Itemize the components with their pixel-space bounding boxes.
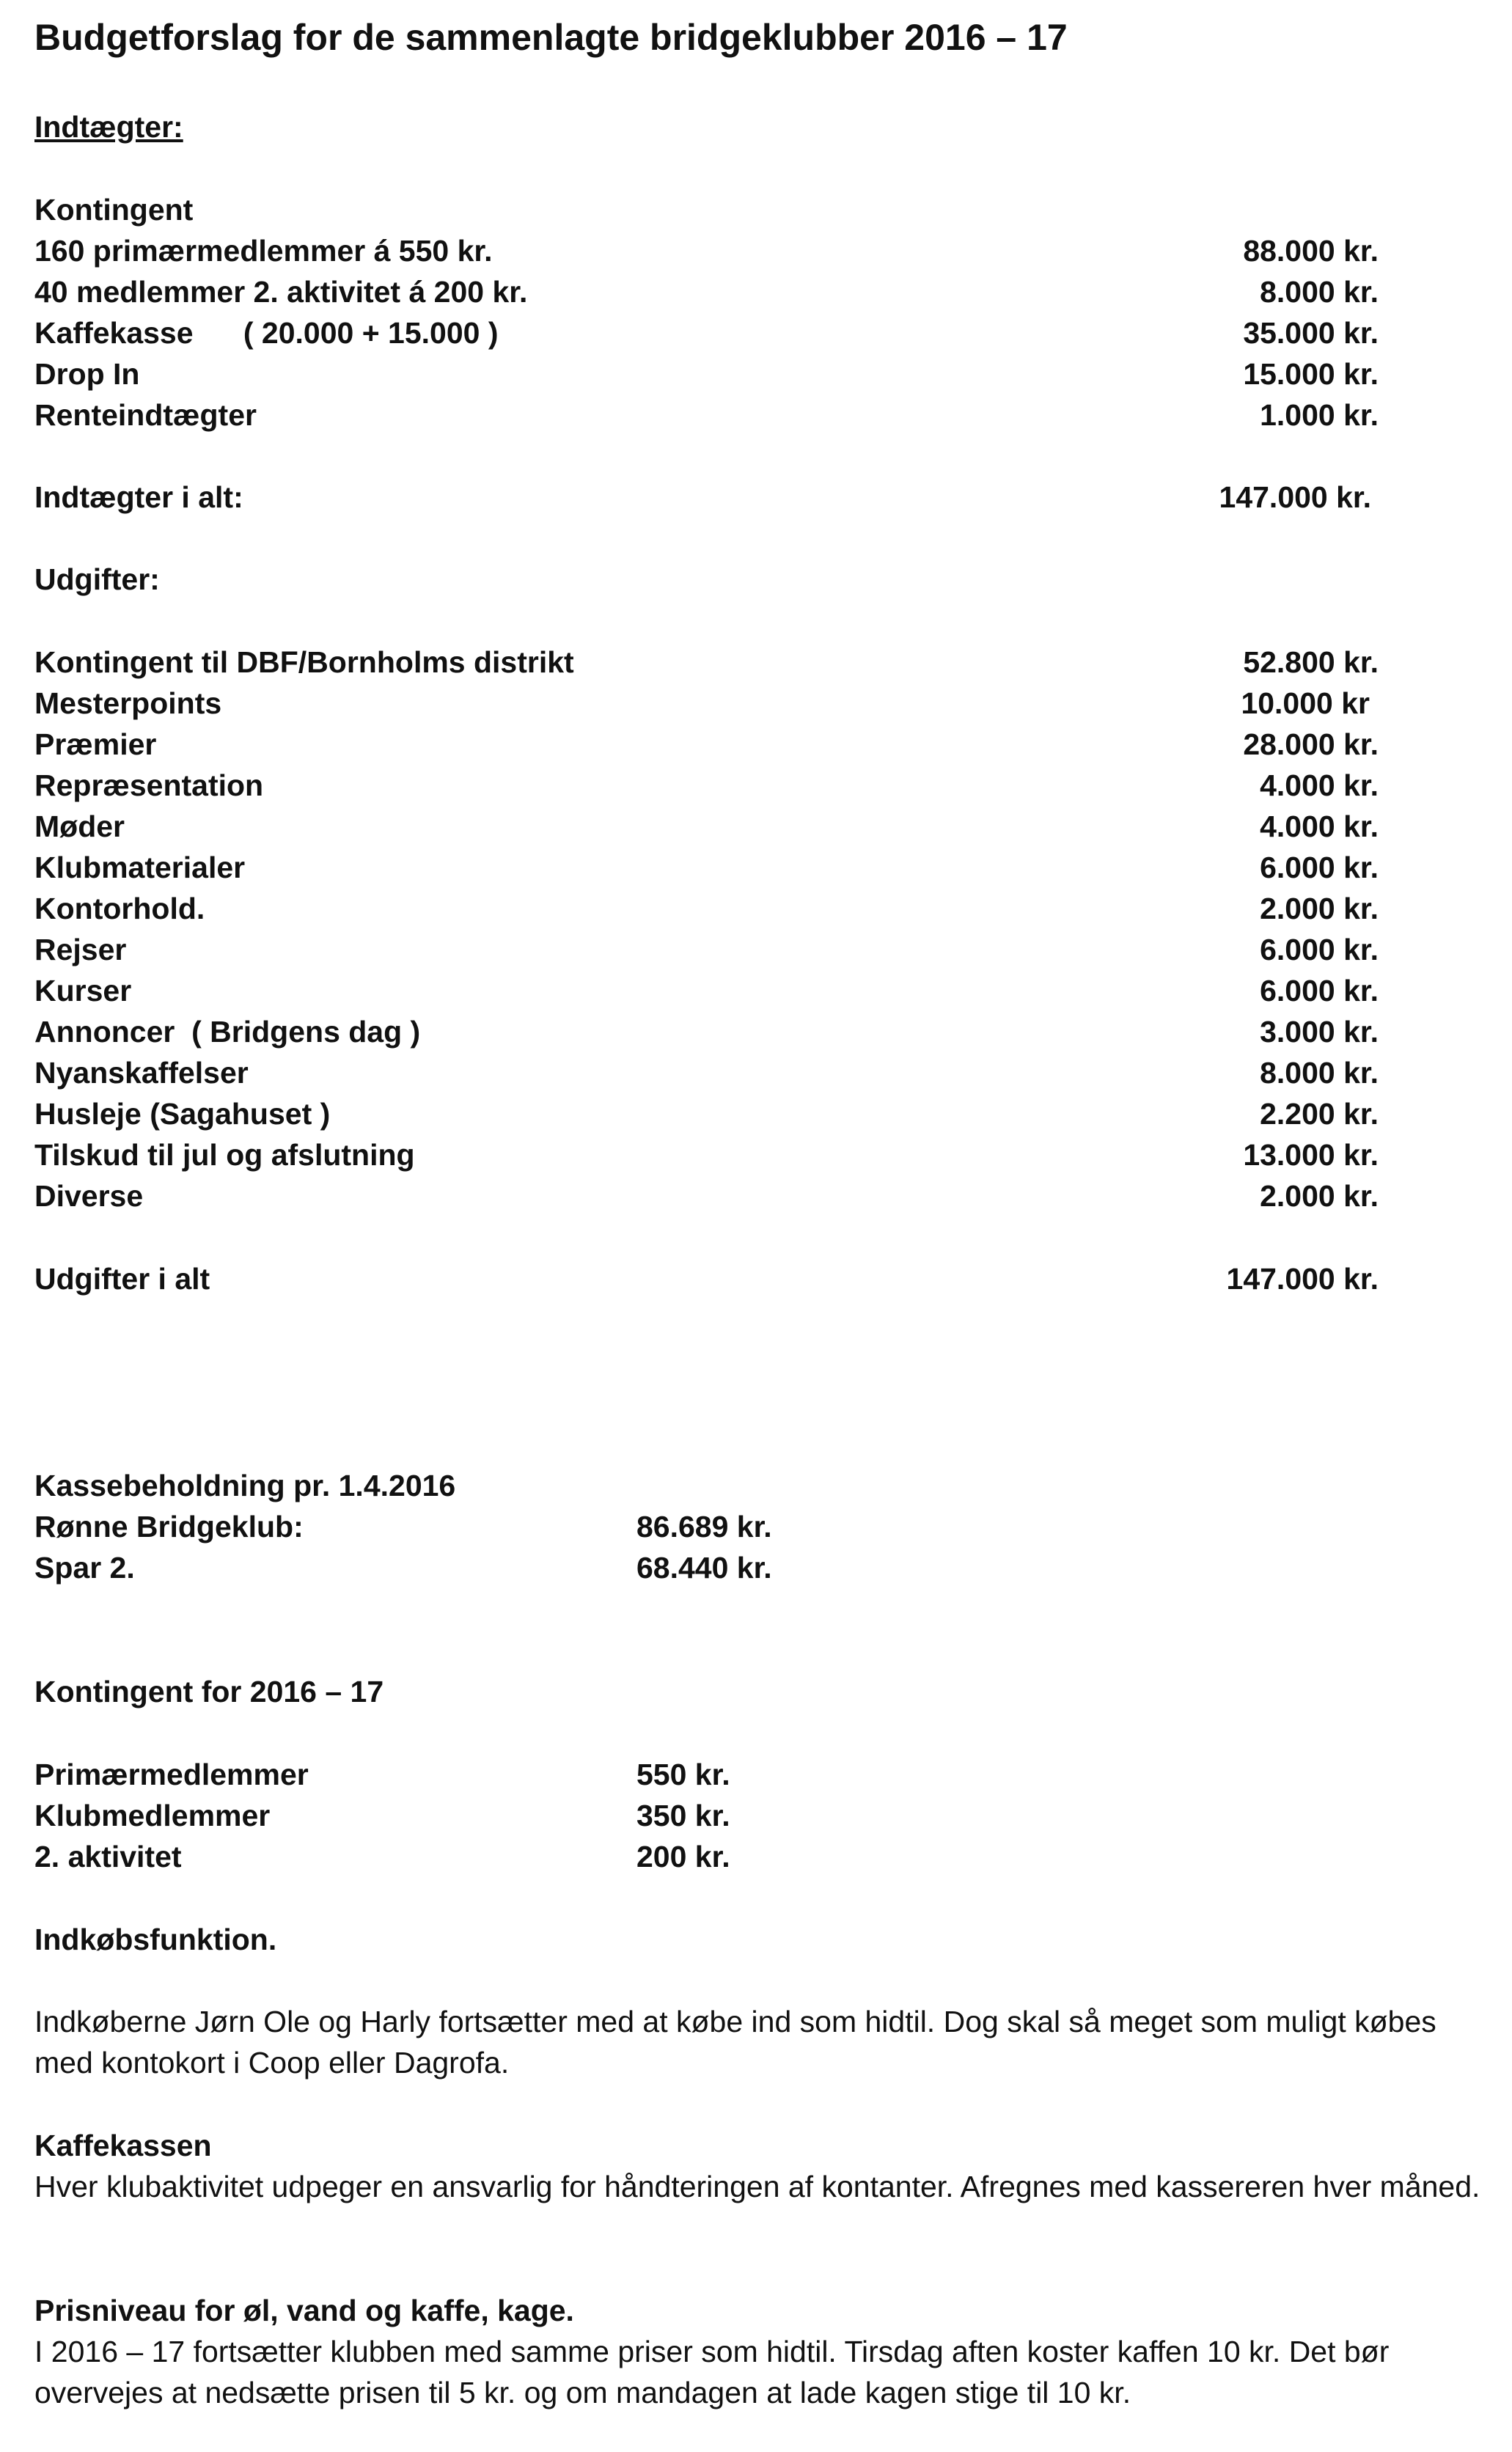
- expense-label: Tilskud til jul og afslutning: [34, 1138, 415, 1172]
- fee-label: Primærmedlemmer: [34, 1758, 309, 1791]
- income-amount: 35.000 kr.: [1243, 316, 1379, 350]
- income-label: 160 primærmedlemmer á 550 kr.: [34, 234, 493, 268]
- fee-amount: 200 kr.: [636, 1840, 730, 1873]
- expense-amount: 4.000 kr.: [1260, 810, 1379, 843]
- expense-label: Diverse: [34, 1179, 144, 1213]
- purchasing-text: Indkøberne Jørn Ole og Harly fortsætter med at købe ind som hidtil. Dog skal så meget som muligt købes med kontokort i Coop eller Dagrofa.: [34, 2005, 1436, 2080]
- expense-amount: 4.000 kr.: [1260, 768, 1379, 802]
- purchasing-heading: Indkøbsfunktion.: [34, 1923, 277, 1956]
- income-label: Drop In: [34, 357, 140, 391]
- cash-heading: Kassebeholdning pr. 1.4.2016: [34, 1469, 456, 1502]
- expense-label: Kontorhold.: [34, 892, 205, 925]
- expense-amount: 13.000 kr.: [1243, 1138, 1379, 1172]
- fee-label: Klubmedlemmer: [34, 1799, 271, 1832]
- coffee-text: Hver klubaktivitet udpeger en ansvarlig for håndteringen af kontanter. Afregnes med kassereren hver måned.: [34, 2170, 1480, 2203]
- expense-amount: 8.000 kr.: [1260, 1056, 1379, 1090]
- cash-amount: 68.440 kr.: [636, 1551, 772, 1585]
- expense-label: Nyanskaffelser: [34, 1056, 249, 1090]
- fee-amount: 550 kr.: [636, 1758, 730, 1791]
- cash-label: Rønne Bridgeklub:: [34, 1510, 304, 1543]
- expense-label: Præmier: [34, 727, 157, 761]
- income-amount: 15.000 kr.: [1243, 357, 1379, 391]
- expense-amount: 6.000 kr.: [1260, 851, 1379, 884]
- cash-amount: 86.689 kr.: [636, 1510, 772, 1543]
- expense-amount: 2.200 kr.: [1260, 1097, 1379, 1131]
- income-amount: 1.000 kr.: [1260, 398, 1379, 432]
- prices-text: I 2016 – 17 fortsætter klubben med samme priser som hidtil. Tirsdag aften koster kaffen 10 kr. Det bør overvejes at nedsætte prisen til 5 kr. og om mandagen at lade kagen stige til 10 kr.: [34, 2335, 1390, 2409]
- expense-amount: 6.000 kr.: [1260, 974, 1379, 1007]
- income-amount: 88.000 kr.: [1243, 234, 1379, 268]
- expense-amount: 3.000 kr.: [1260, 1015, 1379, 1049]
- expense-amount: 28.000 kr.: [1243, 727, 1379, 761]
- expense-label: Kurser: [34, 974, 132, 1007]
- income-label: 40 medlemmer 2. aktivitet á 200 kr.: [34, 275, 528, 309]
- income-amount: 8.000 kr.: [1260, 275, 1379, 309]
- fee-label: 2. aktivitet: [34, 1840, 182, 1873]
- income-label: Kaffekasse ( 20.000 + 15.000 ): [34, 316, 499, 350]
- income-total-amount: 147.000 kr.: [1219, 480, 1371, 514]
- expense-amount: 6.000 kr.: [1260, 933, 1379, 966]
- expense-amount: 52.800 kr.: [1243, 645, 1379, 679]
- coffee-heading: Kaffekassen: [34, 2129, 212, 2162]
- expense-label: Repræsentation: [34, 768, 264, 802]
- expense-label: Annoncer ( Bridgens dag ): [34, 1015, 421, 1049]
- expense-amount: 10.000 kr: [1241, 686, 1370, 720]
- page-title: Budgetforslag for de sammenlagte bridgeklubber 2016 – 17: [34, 17, 1068, 58]
- expense-label: Kontingent til DBF/Bornholms distrikt: [34, 645, 574, 679]
- fees-heading: Kontingent for 2016 – 17: [34, 1675, 384, 1708]
- income-heading: Indtægter:: [34, 110, 183, 144]
- expenses-total-amount: 147.000 kr.: [1226, 1262, 1379, 1296]
- expense-label: Husleje (Sagahuset ): [34, 1097, 331, 1131]
- income-subheading: Kontingent: [34, 193, 194, 227]
- prices-heading: Prisniveau for øl, vand og kaffe, kage.: [34, 2294, 574, 2327]
- expense-label: Møder: [34, 810, 125, 843]
- expense-amount: 2.000 kr.: [1260, 892, 1379, 925]
- expenses-total-label: Udgifter i alt: [34, 1262, 210, 1296]
- expense-label: Rejser: [34, 933, 127, 966]
- expense-label: Mesterpoints: [34, 686, 222, 720]
- fee-amount: 350 kr.: [636, 1799, 730, 1832]
- cash-label: Spar 2.: [34, 1551, 135, 1585]
- expense-amount: 2.000 kr.: [1260, 1179, 1379, 1213]
- income-label: Renteindtægter: [34, 398, 257, 432]
- expenses-heading: Udgifter:: [34, 562, 160, 596]
- expense-label: Klubmaterialer: [34, 851, 246, 884]
- income-total-label: Indtægter i alt:: [34, 480, 243, 514]
